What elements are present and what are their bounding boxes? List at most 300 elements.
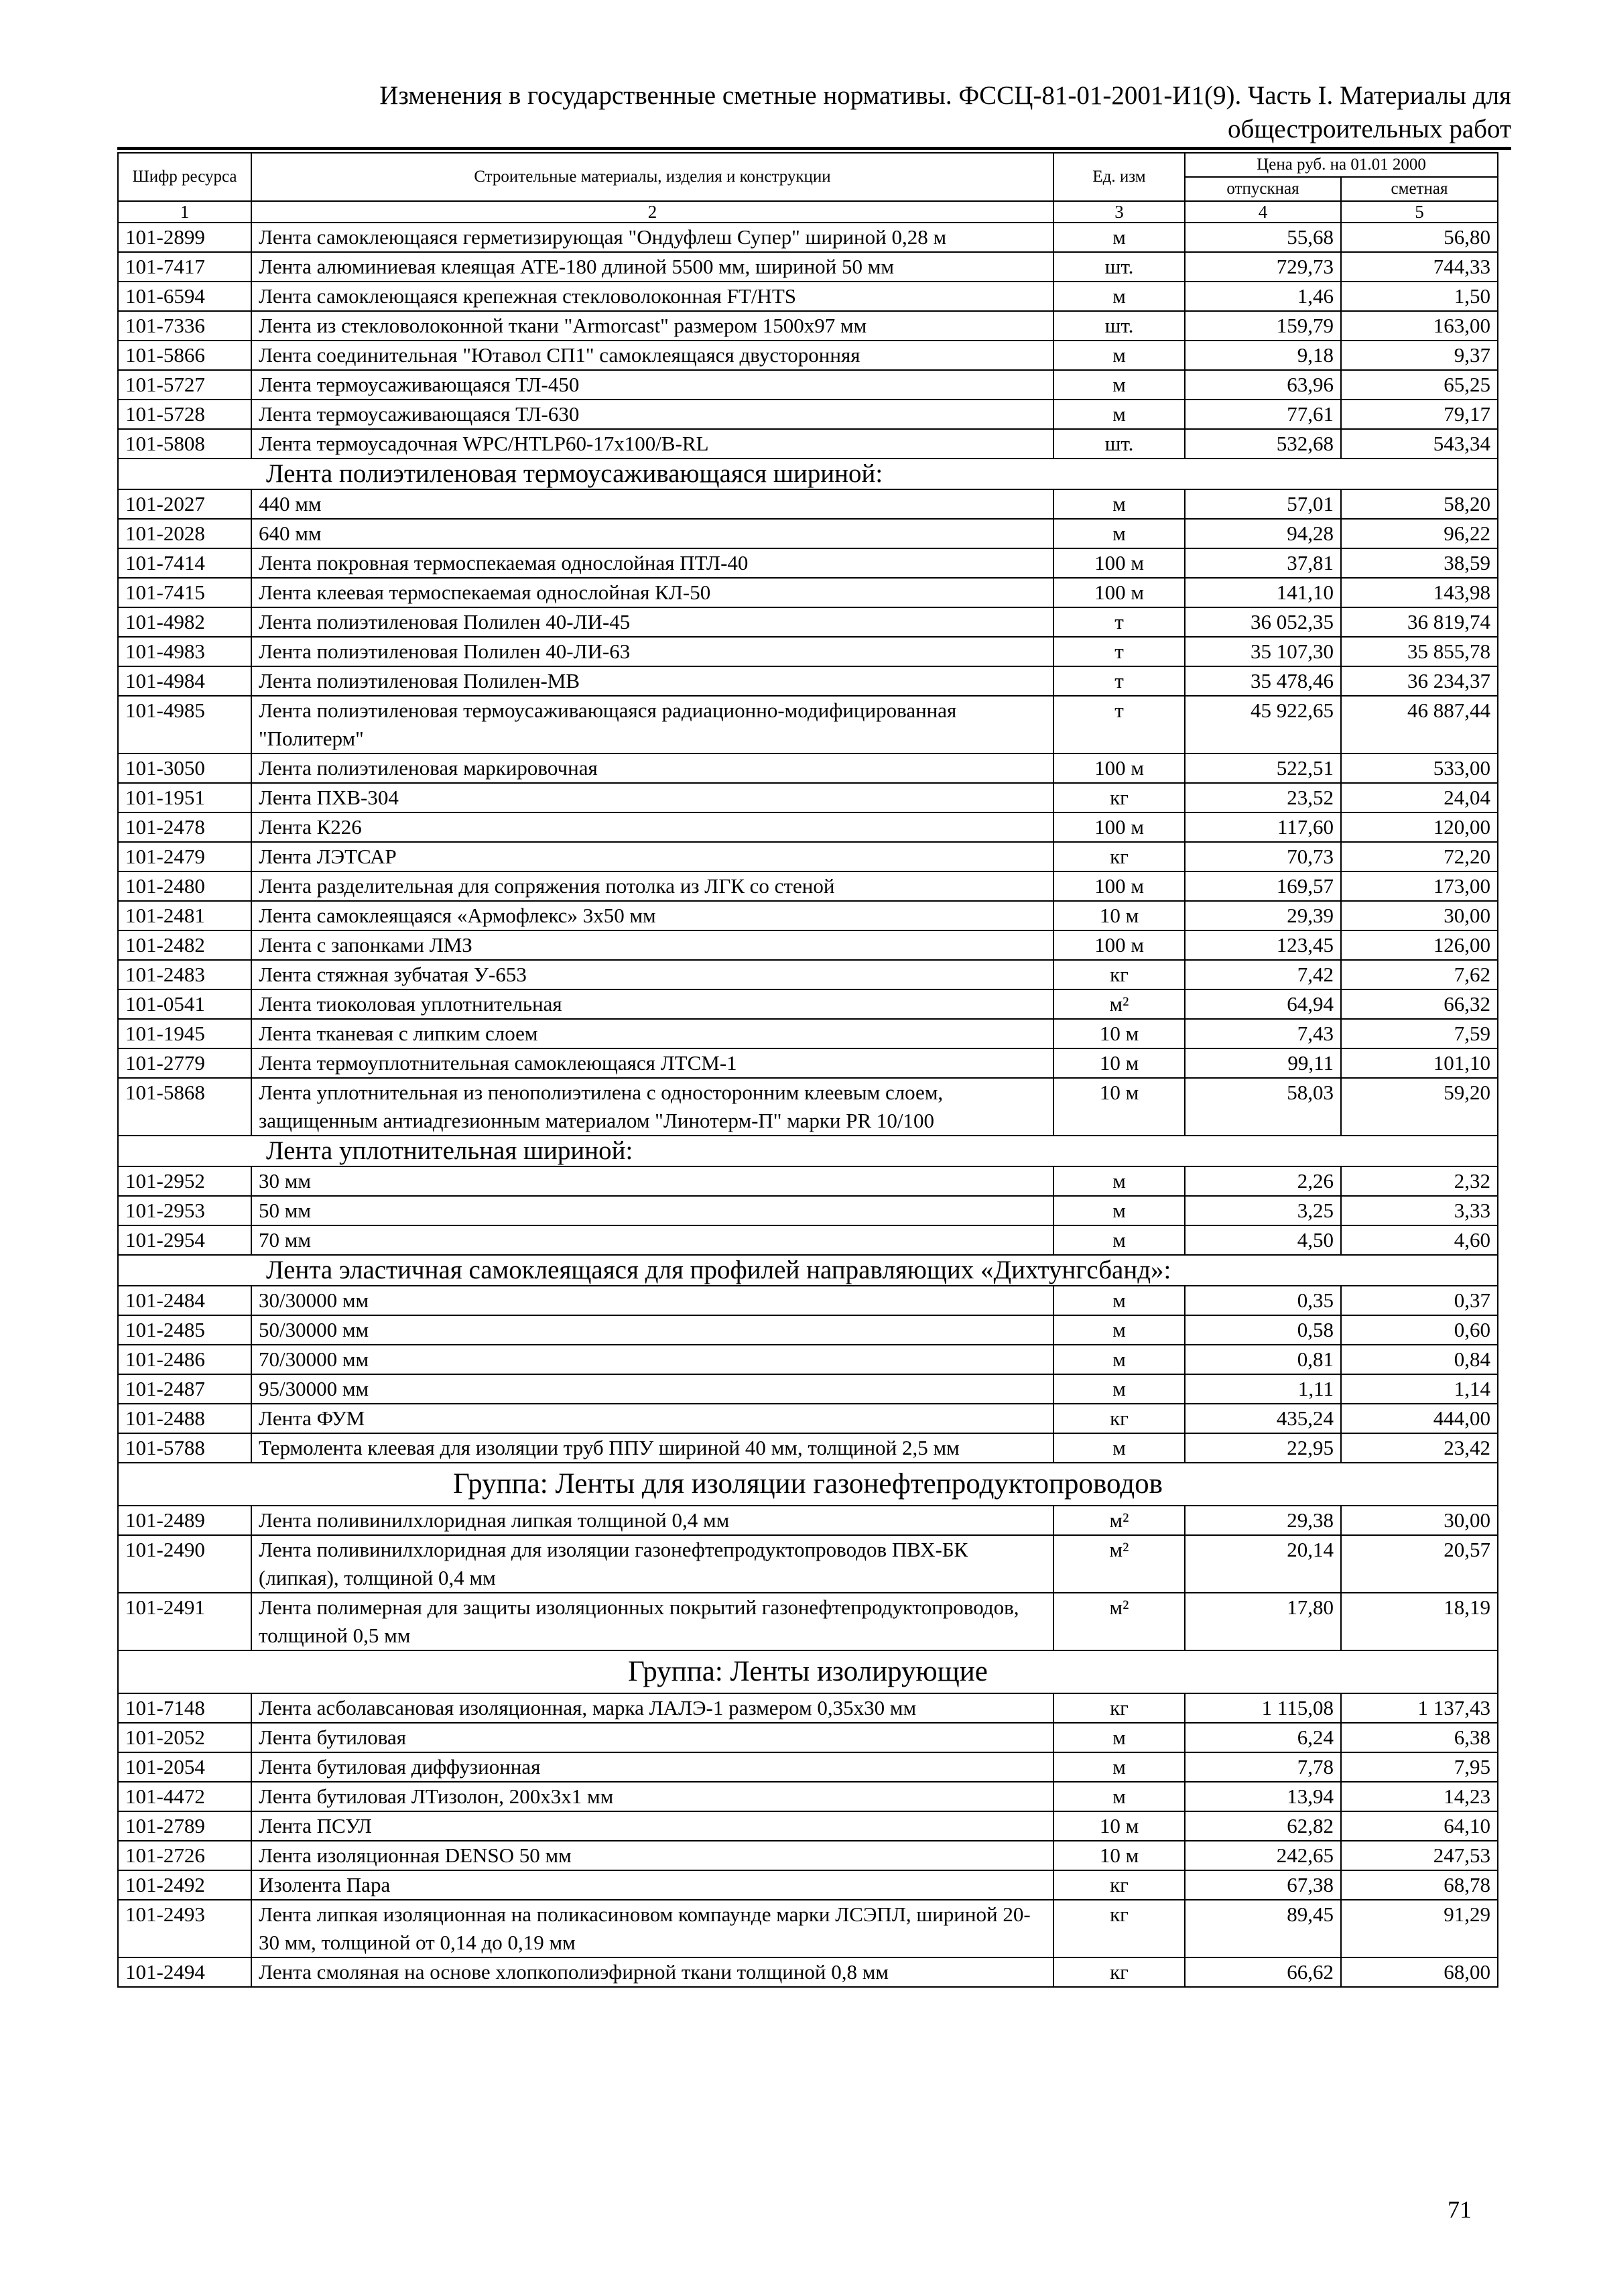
material-name: Лента самоклеющаяся крепежная стекловолоконная FT/HTS (251, 282, 1053, 311)
estimate-price: 68,00 (1341, 1957, 1498, 1987)
estimate-price: 59,20 (1341, 1078, 1498, 1136)
estimate-price: 7,59 (1341, 1019, 1498, 1048)
material-name: Лента полиэтиленовая термоусаживающаяся радиационно-модифицированная "Политерм" (251, 696, 1053, 753)
unit-cell: м (1053, 341, 1185, 370)
estimate-price: 79,17 (1341, 400, 1498, 429)
material-name: Лента термоуплотнительная самоклеющаяся ЛТСМ-1 (251, 1048, 1053, 1078)
table-row (118, 1752, 1498, 1782)
estimate-price: 30,00 (1341, 1506, 1498, 1535)
release-price: 522,51 (1185, 753, 1341, 783)
group-title: Группа: Ленты изолирующие (118, 1650, 1498, 1693)
table-row (118, 753, 1498, 783)
resource-code: 101-2484 (118, 1286, 251, 1315)
unit-cell: м (1053, 282, 1185, 311)
resource-code: 101-2487 (118, 1374, 251, 1404)
estimate-price: 58,20 (1341, 489, 1498, 519)
material-name: Лента бутиловая диффузионная (251, 1752, 1053, 1782)
estimate-price: 91,29 (1341, 1900, 1498, 1957)
estimate-price: 96,22 (1341, 519, 1498, 548)
material-name: 70 мм (251, 1225, 1053, 1255)
unit-cell: 10 м (1053, 1019, 1185, 1048)
table-row (118, 1693, 1498, 1723)
resource-code: 101-6594 (118, 282, 251, 311)
unit-cell: м² (1053, 1535, 1185, 1593)
release-price: 729,73 (1185, 252, 1341, 282)
estimate-price: 36 234,37 (1341, 666, 1498, 696)
col-number-3: 3 (1053, 201, 1185, 223)
material-name: Лента асболавсановая изоляционная, марка ЛАЛЭ-1 размером 0,35x30 мм (251, 1693, 1053, 1723)
estimate-price: 46 887,44 (1341, 696, 1498, 753)
table-row (118, 989, 1498, 1019)
unit-cell: м² (1053, 1506, 1185, 1535)
release-price: 23,52 (1185, 783, 1341, 812)
col-number-2: 2 (251, 201, 1053, 223)
resource-code: 101-2485 (118, 1315, 251, 1345)
resource-code: 101-5728 (118, 400, 251, 429)
release-price: 22,95 (1185, 1433, 1341, 1463)
material-name: 95/30000 мм (251, 1374, 1053, 1404)
unit-cell: м (1053, 519, 1185, 548)
unit-cell: шт. (1053, 252, 1185, 282)
resource-code: 101-2054 (118, 1752, 251, 1782)
release-price: 55,68 (1185, 223, 1341, 252)
estimate-price: 6,38 (1341, 1723, 1498, 1752)
material-name: Лента покровная термоспекаемая однослойная ПТЛ-40 (251, 548, 1053, 578)
resource-code: 101-0541 (118, 989, 251, 1019)
resource-code: 101-2779 (118, 1048, 251, 1078)
estimate-price: 173,00 (1341, 871, 1498, 901)
estimate-price: 4,60 (1341, 1225, 1498, 1255)
table-row (118, 1048, 1498, 1078)
resource-code: 101-2490 (118, 1535, 251, 1593)
resource-code: 101-7417 (118, 252, 251, 282)
release-price: 7,78 (1185, 1752, 1341, 1782)
material-name: Лента тканевая с липким слоем (251, 1019, 1053, 1048)
unit-cell: т (1053, 696, 1185, 753)
resource-code: 101-2479 (118, 842, 251, 871)
release-price: 117,60 (1185, 812, 1341, 842)
estimate-price: 7,95 (1341, 1752, 1498, 1782)
resource-code: 101-2481 (118, 901, 251, 930)
unit-cell: м (1053, 1433, 1185, 1463)
estimate-price: 3,33 (1341, 1196, 1498, 1225)
unit-cell: кг (1053, 1404, 1185, 1433)
table-row (118, 1286, 1498, 1315)
resource-code: 101-2494 (118, 1957, 251, 1987)
estimate-price: 2,32 (1341, 1166, 1498, 1196)
estimate-price: 744,33 (1341, 252, 1498, 282)
release-price: 141,10 (1185, 578, 1341, 607)
material-name: Лента полиэтиленовая Полилен 40-ЛИ-63 (251, 637, 1053, 666)
table-row (118, 341, 1498, 370)
release-price: 67,38 (1185, 1870, 1341, 1900)
material-name: Лента термоусадочная WPC/HTLP60-17x100/B-RL (251, 429, 1053, 459)
unit-cell: 100 м (1053, 930, 1185, 960)
release-price: 70,73 (1185, 842, 1341, 871)
unit-cell: м (1053, 1782, 1185, 1811)
unit-cell: м (1053, 1166, 1185, 1196)
unit-cell: 10 м (1053, 1811, 1185, 1841)
header-rule (117, 147, 1511, 150)
resource-code: 101-1945 (118, 1019, 251, 1048)
col-header-price: Цена руб. на 01.01 2000 (1185, 153, 1498, 177)
release-price: 13,94 (1185, 1782, 1341, 1811)
estimate-price: 20,57 (1341, 1535, 1498, 1593)
estimate-price: 143,98 (1341, 578, 1498, 607)
unit-cell: м² (1053, 1593, 1185, 1650)
release-price: 89,45 (1185, 1900, 1341, 1957)
release-price: 435,24 (1185, 1404, 1341, 1433)
resource-code: 101-3050 (118, 753, 251, 783)
estimate-price: 66,32 (1341, 989, 1498, 1019)
resource-code: 101-5727 (118, 370, 251, 400)
estimate-price: 35 855,78 (1341, 637, 1498, 666)
resource-code: 101-5866 (118, 341, 251, 370)
page-header (117, 79, 1511, 146)
unit-cell: кг (1053, 1870, 1185, 1900)
table-row (118, 1870, 1498, 1900)
estimate-price: 533,00 (1341, 753, 1498, 783)
estimate-price: 30,00 (1341, 901, 1498, 930)
estimate-price: 38,59 (1341, 548, 1498, 578)
col-header-release: отпускная (1185, 177, 1341, 201)
table-row (118, 783, 1498, 812)
unit-cell: м (1053, 370, 1185, 400)
release-price: 1,11 (1185, 1374, 1341, 1404)
material-name: Лента поливинилхлоридная липкая толщиной 0,4 мм (251, 1506, 1053, 1535)
estimate-price: 0,84 (1341, 1345, 1498, 1374)
unit-cell: т (1053, 607, 1185, 637)
release-price: 99,11 (1185, 1048, 1341, 1078)
material-name: 30/30000 мм (251, 1286, 1053, 1315)
resource-code: 101-2493 (118, 1900, 251, 1957)
unit-cell: шт. (1053, 311, 1185, 341)
release-price: 0,58 (1185, 1315, 1341, 1345)
table-row (118, 400, 1498, 429)
estimate-price: 23,42 (1341, 1433, 1498, 1463)
release-price: 1 115,08 (1185, 1693, 1341, 1723)
table-row (118, 1723, 1498, 1752)
table-row (118, 666, 1498, 696)
estimate-price: 36 819,74 (1341, 607, 1498, 637)
resource-code: 101-4983 (118, 637, 251, 666)
release-price: 532,68 (1185, 429, 1341, 459)
estimate-price: 0,60 (1341, 1315, 1498, 1345)
material-name: Лента поливинилхлоридная для изоляции газонефтепродуктопроводов ПВХ-БК (липкая), толщиной 0,4 мм (251, 1535, 1053, 1593)
resource-code: 101-5788 (118, 1433, 251, 1463)
page-number: 71 (1448, 2196, 1472, 2223)
resource-code: 101-5868 (118, 1078, 251, 1136)
resource-code: 101-2954 (118, 1225, 251, 1255)
group-header-row (118, 1650, 1498, 1693)
unit-cell: кг (1053, 1957, 1185, 1987)
table-row (118, 1078, 1498, 1136)
resource-code: 101-2482 (118, 930, 251, 960)
table-row (118, 311, 1498, 341)
group-title: Группа: Ленты для изоляции газонефтепродуктопроводов (118, 1463, 1498, 1506)
material-name: Термолента клеевая для изоляции труб ППУ шириной 40 мм, толщиной 2,5 мм (251, 1433, 1053, 1463)
table-row (118, 1345, 1498, 1374)
unit-cell: м (1053, 1196, 1185, 1225)
release-price: 9,18 (1185, 341, 1341, 370)
estimate-price: 444,00 (1341, 1404, 1498, 1433)
table-row (118, 842, 1498, 871)
table-row (118, 1841, 1498, 1870)
material-name: Лента полиэтиленовая Полилен-МВ (251, 666, 1053, 696)
material-name: Лента бутиловая ЛТизолон, 200x3x1 мм (251, 1782, 1053, 1811)
material-name: Лента полиэтиленовая маркировочная (251, 753, 1053, 783)
release-price: 0,35 (1185, 1286, 1341, 1315)
resource-code: 101-4985 (118, 696, 251, 753)
unit-cell: кг (1053, 960, 1185, 989)
table-row (118, 812, 1498, 842)
estimate-price: 126,00 (1341, 930, 1498, 960)
col-number-1: 1 (118, 201, 251, 223)
material-name: Лента соединительная "Ютавол СП1" самоклеящаяся двусторонняя (251, 341, 1053, 370)
unit-cell: кг (1053, 842, 1185, 871)
release-price: 2,26 (1185, 1166, 1341, 1196)
material-name: Лента бутиловая (251, 1723, 1053, 1752)
subheading: Лента эластичная самоклеящаяся для профилей направляющих «Дихтунгсбанд»: (118, 1255, 1498, 1286)
material-name: Лента ПХВ-304 (251, 783, 1053, 812)
table-row (118, 637, 1498, 666)
material-name: Лента уплотнительная из пенополиэтилена с односторонним клеевым слоем, защищенным антиадгезионным материалом "Линотерм-П" марки PR 10/100 (251, 1078, 1053, 1136)
unit-cell: 100 м (1053, 578, 1185, 607)
unit-cell: м (1053, 489, 1185, 519)
unit-cell: 100 м (1053, 548, 1185, 578)
header-line-2: общестроительных работ (1228, 115, 1511, 143)
release-price: 7,42 (1185, 960, 1341, 989)
material-name: Лента смоляная на основе хлопкополиэфирной ткани толщиной 0,8 мм (251, 1957, 1053, 1987)
estimate-price: 1 137,43 (1341, 1693, 1498, 1723)
estimate-price: 65,25 (1341, 370, 1498, 400)
unit-cell: м (1053, 1723, 1185, 1752)
release-price: 36 052,35 (1185, 607, 1341, 637)
release-price: 35 478,46 (1185, 666, 1341, 696)
resource-code: 101-2491 (118, 1593, 251, 1650)
material-name: Лента тиоколовая уплотнительная (251, 989, 1053, 1019)
table-row (118, 1404, 1498, 1433)
header-line-1: Изменения в государственные сметные нормативы. ФССЦ-81-01-2001-И1(9). Часть I. Материалы для (379, 81, 1511, 110)
unit-cell: м (1053, 1286, 1185, 1315)
unit-cell: 10 м (1053, 1841, 1185, 1870)
estimate-price: 24,04 (1341, 783, 1498, 812)
material-name: Лента изоляционная DENSO 50 мм (251, 1841, 1053, 1870)
release-price: 6,24 (1185, 1723, 1341, 1752)
resource-code: 101-2492 (118, 1870, 251, 1900)
material-name: Лента ЛЭТСАР (251, 842, 1053, 871)
estimate-price: 72,20 (1341, 842, 1498, 871)
unit-cell: м (1053, 1374, 1185, 1404)
resource-code: 101-4472 (118, 1782, 251, 1811)
table-row (118, 223, 1498, 252)
material-name: Лента липкая изоляционная на поликасиновом компаунде марки ЛСЭПЛ, шириной 20-30 мм, толщиной от 0,14 до 0,19 мм (251, 1900, 1053, 1957)
release-price: 1,46 (1185, 282, 1341, 311)
table-row (118, 960, 1498, 989)
col-number-4: 4 (1185, 201, 1341, 223)
unit-cell: м (1053, 223, 1185, 252)
resource-code: 101-1951 (118, 783, 251, 812)
release-price: 64,94 (1185, 989, 1341, 1019)
estimate-price: 101,10 (1341, 1048, 1498, 1078)
release-price: 29,39 (1185, 901, 1341, 930)
table-row (118, 901, 1498, 930)
release-price: 37,81 (1185, 548, 1341, 578)
table-row (118, 871, 1498, 901)
table-row (118, 578, 1498, 607)
unit-cell: 100 м (1053, 812, 1185, 842)
table-body (118, 223, 1498, 1987)
unit-cell: т (1053, 666, 1185, 696)
release-price: 169,57 (1185, 871, 1341, 901)
unit-cell: м² (1053, 989, 1185, 1019)
table-row (118, 252, 1498, 282)
unit-cell: 100 м (1053, 753, 1185, 783)
price-table (117, 152, 1498, 1988)
estimate-price: 7,62 (1341, 960, 1498, 989)
material-name: 70/30000 мм (251, 1345, 1053, 1374)
table-row (118, 1019, 1498, 1048)
resource-code: 101-2478 (118, 812, 251, 842)
material-name: 30 мм (251, 1166, 1053, 1196)
release-price: 94,28 (1185, 519, 1341, 548)
material-name: 640 мм (251, 519, 1053, 548)
resource-code: 101-2953 (118, 1196, 251, 1225)
table-row (118, 519, 1498, 548)
material-name: 440 мм (251, 489, 1053, 519)
estimate-price: 64,10 (1341, 1811, 1498, 1841)
estimate-price: 18,19 (1341, 1593, 1498, 1650)
table-row (118, 1782, 1498, 1811)
release-price: 7,43 (1185, 1019, 1341, 1048)
estimate-price: 1,14 (1341, 1374, 1498, 1404)
table-row (118, 1166, 1498, 1196)
material-name: Лента разделительная для сопряжения потолка из ЛГК со стеной (251, 871, 1053, 901)
resource-code: 101-5808 (118, 429, 251, 459)
release-price: 159,79 (1185, 311, 1341, 341)
table-row (118, 1535, 1498, 1593)
release-price: 35 107,30 (1185, 637, 1341, 666)
resource-code: 101-2952 (118, 1166, 251, 1196)
table-row (118, 1433, 1498, 1463)
resource-code: 101-4984 (118, 666, 251, 696)
estimate-price: 9,37 (1341, 341, 1498, 370)
table-row (118, 930, 1498, 960)
resource-code: 101-2726 (118, 1841, 251, 1870)
material-name: Лента ПСУЛ (251, 1811, 1053, 1841)
resource-code: 101-7414 (118, 548, 251, 578)
table-row (118, 1315, 1498, 1345)
resource-code: 101-2486 (118, 1345, 251, 1374)
col-header-code: Шифр ресурса (118, 153, 251, 201)
unit-cell: 10 м (1053, 901, 1185, 930)
release-price: 57,01 (1185, 489, 1341, 519)
subheading-row (118, 1255, 1498, 1286)
table-row (118, 1506, 1498, 1535)
unit-cell: м (1053, 1315, 1185, 1345)
release-price: 58,03 (1185, 1078, 1341, 1136)
material-name: Лента стяжная зубчатая У-653 (251, 960, 1053, 989)
material-name: Лента ФУМ (251, 1404, 1053, 1433)
unit-cell: т (1053, 637, 1185, 666)
material-name: Лента термоусаживающаяся ТЛ-450 (251, 370, 1053, 400)
material-name: Лента самоклеящаяся «Армофлекс» 3x50 мм (251, 901, 1053, 930)
material-name: Лента из стекловолоконной ткани "Armorcast" размером 1500x97 мм (251, 311, 1053, 341)
unit-cell: шт. (1053, 429, 1185, 459)
estimate-price: 247,53 (1341, 1841, 1498, 1870)
subheading-row (118, 1136, 1498, 1166)
table-row (118, 429, 1498, 459)
table-row (118, 489, 1498, 519)
resource-code: 101-2899 (118, 223, 251, 252)
release-price: 123,45 (1185, 930, 1341, 960)
release-price: 45 922,65 (1185, 696, 1341, 753)
group-header-row (118, 1463, 1498, 1506)
material-name: Лента алюминиевая клеящая АТЕ-180 длиной 5500 мм, шириной 50 мм (251, 252, 1053, 282)
table-row (118, 1811, 1498, 1841)
estimate-price: 163,00 (1341, 311, 1498, 341)
material-name: Лента полиэтиленовая Полилен 40-ЛИ-45 (251, 607, 1053, 637)
unit-cell: м (1053, 1345, 1185, 1374)
table-row (118, 1957, 1498, 1987)
estimate-price: 120,00 (1341, 812, 1498, 842)
table-row (118, 1900, 1498, 1957)
table-row (118, 1196, 1498, 1225)
material-name: Лента термоусаживающаяся ТЛ-630 (251, 400, 1053, 429)
material-name: Лента клеевая термоспекаемая однослойная КЛ-50 (251, 578, 1053, 607)
estimate-price: 1,50 (1341, 282, 1498, 311)
resource-code: 101-7336 (118, 311, 251, 341)
material-name: 50/30000 мм (251, 1315, 1053, 1345)
table-row (118, 1225, 1498, 1255)
table-row (118, 1374, 1498, 1404)
resource-code: 101-7148 (118, 1693, 251, 1723)
resource-code: 101-4982 (118, 607, 251, 637)
release-price: 29,38 (1185, 1506, 1341, 1535)
table-row (118, 607, 1498, 637)
table-row (118, 548, 1498, 578)
resource-code: 101-2027 (118, 489, 251, 519)
material-name: Изолента Пара (251, 1870, 1053, 1900)
release-price: 63,96 (1185, 370, 1341, 400)
table-row (118, 282, 1498, 311)
estimate-price: 14,23 (1341, 1782, 1498, 1811)
unit-cell: кг (1053, 1693, 1185, 1723)
col-header-unit: Ед. изм (1053, 153, 1185, 201)
table-row (118, 696, 1498, 753)
col-header-estimate: сметная (1341, 177, 1498, 201)
release-price: 17,80 (1185, 1593, 1341, 1650)
material-name: Лента полимерная для защиты изоляционных покрытий газонефтепродуктопроводов, толщиной 0,5 мм (251, 1593, 1053, 1650)
estimate-price: 56,80 (1341, 223, 1498, 252)
unit-cell: кг (1053, 1900, 1185, 1957)
estimate-price: 68,78 (1341, 1870, 1498, 1900)
release-price: 4,50 (1185, 1225, 1341, 1255)
resource-code: 101-2488 (118, 1404, 251, 1433)
resource-code: 101-7415 (118, 578, 251, 607)
unit-cell: м (1053, 400, 1185, 429)
unit-cell: 100 м (1053, 871, 1185, 901)
material-name: 50 мм (251, 1196, 1053, 1225)
col-header-name: Строительные материалы, изделия и конструкции (251, 153, 1053, 201)
material-name: Лента К226 (251, 812, 1053, 842)
release-price: 242,65 (1185, 1841, 1341, 1870)
col-number-5: 5 (1341, 201, 1498, 223)
resource-code: 101-2052 (118, 1723, 251, 1752)
table-row (118, 1593, 1498, 1650)
resource-code: 101-2789 (118, 1811, 251, 1841)
subheading-row (118, 459, 1498, 489)
